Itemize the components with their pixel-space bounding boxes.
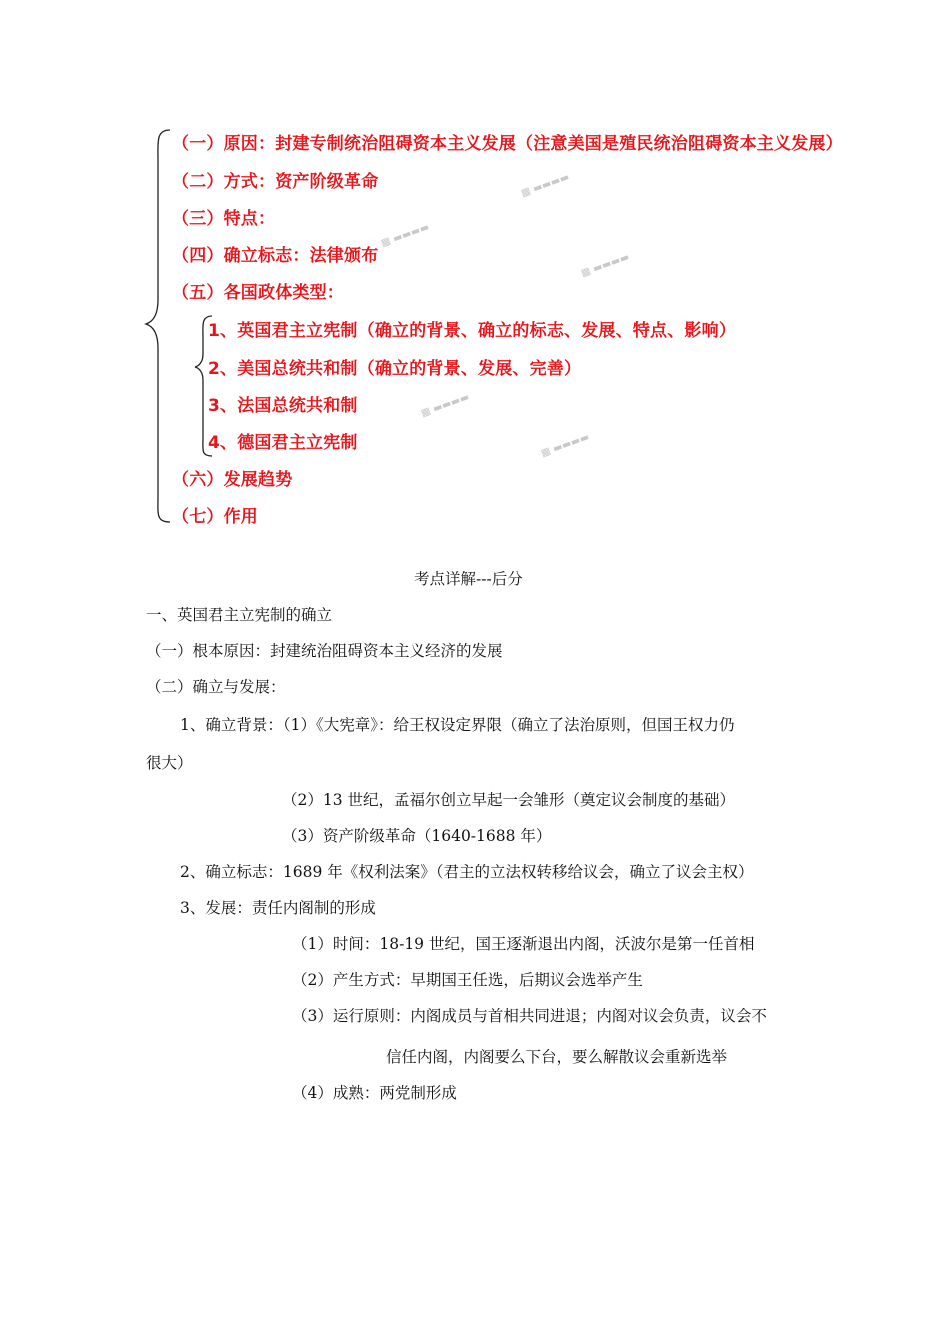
outline-item-7: （七）作用 <box>172 507 258 527</box>
outline-brace <box>0 0 950 560</box>
outline-item-6: （六）发展趋势 <box>172 470 293 490</box>
outline-subitem-3: 3、法国总统共和制 <box>208 396 358 416</box>
background-line-2: 很大） <box>146 754 193 772</box>
outline-item-2: （二）方式：资产阶级革命 <box>172 172 379 192</box>
outline-item-3: （三）特点： <box>172 209 276 229</box>
watermark: ▦ ▬▬▬▬ <box>419 391 471 420</box>
section-heading: 考点详解---后分 <box>414 570 523 588</box>
outline-item-5: （五）各国政体类型： <box>172 283 344 303</box>
watermark: ▦ ▬▬▬▬ <box>579 251 631 280</box>
root-cause: （一）根本原因：封建统治阻碍资本主义经济的发展 <box>146 642 503 660</box>
development-item-2: （2）产生方式：早期国王任选，后期议会选举产生 <box>292 971 643 989</box>
outline-item-1: （一）原因：封建专制统治阻碍资本主义发展（注意美国是殖民统治阻碍资本主义发展） <box>172 134 843 154</box>
development-item-3a: （3）运行原则：内阁成员与首相共同进退；内阁对议会负责，议会不 <box>292 1007 767 1025</box>
outline-item-4: （四）确立标志：法律颁布 <box>172 246 379 266</box>
outline-subitem-1: 1、英国君主立宪制（确立的背景、确立的标志、发展、特点、影响） <box>208 321 737 341</box>
establish-title: （二）确立与发展： <box>146 678 286 696</box>
outline-subitem-4: 4、德国君主立宪制 <box>208 433 358 453</box>
section-1-title: 一、英国君主立宪制的确立 <box>146 606 333 624</box>
background-item-2: （2）13 世纪，孟福尔创立早起一会雏形（奠定议会制度的基础） <box>282 791 736 809</box>
development-item-3b: 信任内阁，内阁要么下台，要么解散议会重新选举 <box>386 1048 728 1066</box>
watermark: ▦ ▬▬▬▬ <box>539 431 591 460</box>
watermark: ▦ ▬▬▬▬ <box>519 171 571 200</box>
development-item-1: （1）时间：18-19 世纪，国王逐渐退出内阁，沃波尔是第一任首相 <box>292 935 755 953</box>
development-title: 3、发展：责任内阁制的形成 <box>180 899 376 917</box>
watermark: ▦ ▬▬▬▬ <box>379 221 431 250</box>
establish-sign: 2、确立标志：1689 年《权利法案》（君主的立法权转移给议会，确立了议会主权） <box>180 863 754 881</box>
background-line-1: 1、确立背景：（1）《大宪章》：给王权设定界限（确立了法治原则，但国王权力仍 <box>180 716 735 734</box>
background-item-3: （3）资产阶级革命（1640-1688 年） <box>282 827 552 845</box>
outline-subitem-2: 2、美国总统共和制（确立的背景、发展、完善） <box>208 359 582 379</box>
development-item-4: （4）成熟：两党制形成 <box>292 1084 457 1102</box>
